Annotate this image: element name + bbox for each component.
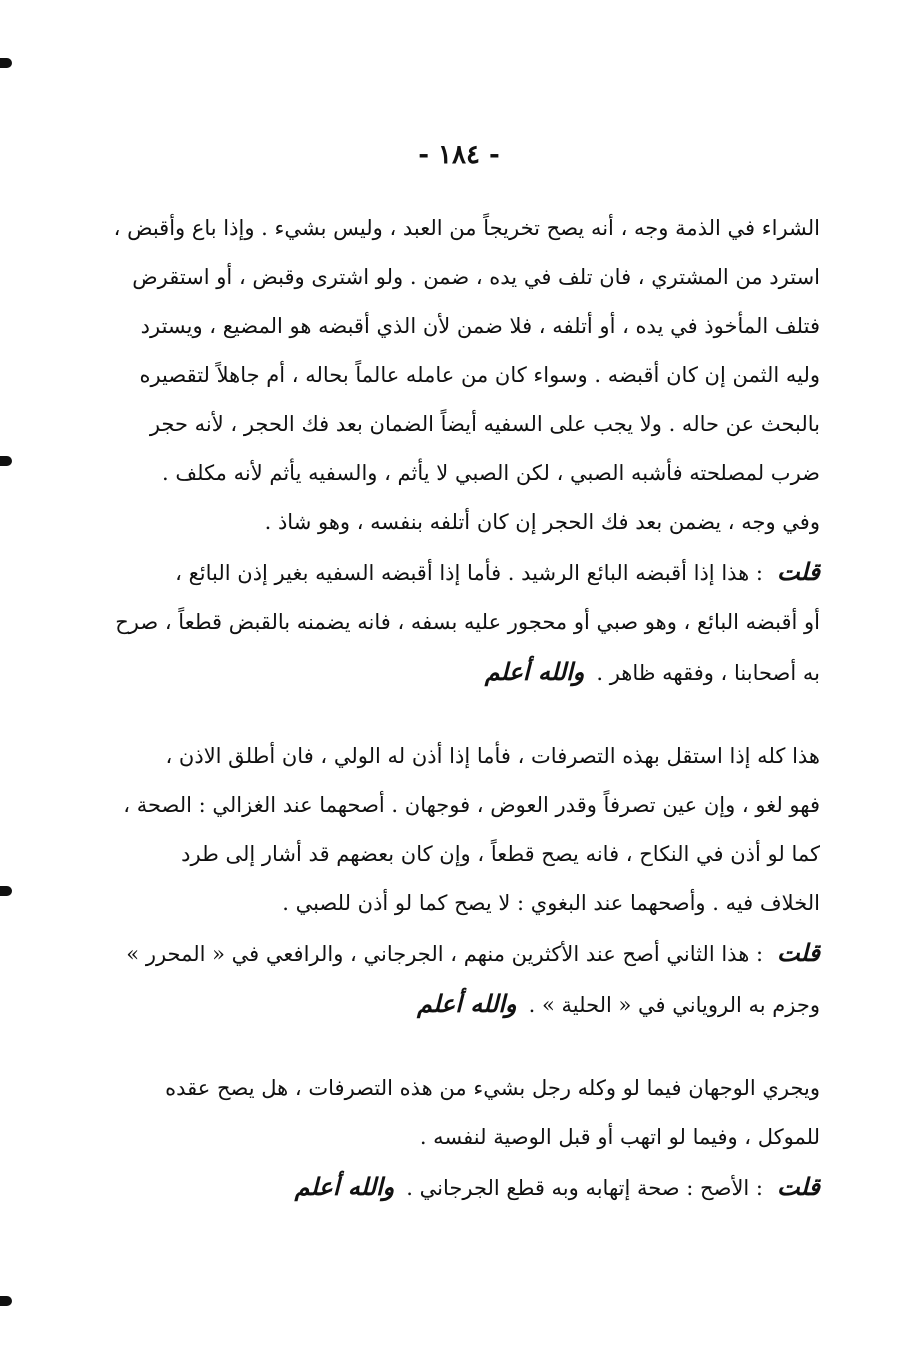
text-line (100, 1162, 820, 1213)
text-line (100, 598, 820, 647)
text-line (100, 781, 820, 830)
line-text: : الأصح : صحة إتهابه وبه قطع الجرجاني . (406, 1176, 764, 1200)
binding-mark-1 (0, 58, 12, 68)
text-line (100, 879, 820, 928)
line-text: ضرب لمصلحته فأشبه الصبي ، لكن الصبي لا يأثم ، والسفيه يأثم لأنه مكلف . (162, 461, 820, 485)
text-line (100, 449, 820, 498)
binding-mark-4 (0, 1296, 12, 1306)
qult-label: قلت (777, 557, 820, 586)
line-text: أو أقبضه البائع ، وهو صبي أو محجور عليه بسفه ، فانه يضمنه بالقبض قطعاً ، صرح (115, 610, 820, 634)
line-text: به أصحابنا ، وفقهه ظاهر . (596, 661, 820, 685)
binding-mark-2 (0, 456, 12, 466)
line-text: : هذا إذا أقبضه البائع الرشيد . فأما إذا أقبضه السفيه بغير إذن البائع ، (175, 561, 764, 585)
text-line (100, 547, 820, 598)
line-text: : هذا الثاني أصح عند الأكثرين منهم ، الجرجاني ، والرافعي في « المحرر » (126, 942, 764, 966)
text-line (100, 979, 820, 1030)
text-line (100, 498, 820, 547)
text-line (100, 732, 820, 781)
line-text: فهو لغو ، وإن عين تصرفاً وقدر العوض ، فوجهان . أصحهما عند الغزالي : الصحة ، (123, 793, 820, 817)
qult-block (100, 1162, 820, 1213)
qult-label: قلت (777, 938, 820, 967)
text-line (100, 830, 820, 879)
text-line (100, 400, 820, 449)
line-text: ويجري الوجهان فيما لو وكله رجل بشيء من هذه التصرفات ، هل يصح عقده (165, 1076, 820, 1100)
closing-formula: والله أعلم (484, 657, 585, 686)
line-text: هذا كله إذا استقل بهذه التصرفات ، فأما إذا أذن له الولي ، فان أطلق الاذن ، (165, 744, 820, 768)
qult-block (100, 547, 820, 698)
page-body (100, 204, 820, 1213)
page-number: - ١٨٤ - (418, 140, 500, 170)
text-line (100, 204, 820, 253)
line-text: الشراء في الذمة وجه ، أنه يصح تخريجاً من العبد ، وليس بشيء . وإذا باع وأقبض ، (113, 216, 820, 240)
text-line (100, 1113, 820, 1162)
binding-mark-3 (0, 886, 12, 896)
line-text: بالبحث عن حاله . ولا يجب على السفيه أيضاً الضمان بعد فك الحجر ، لأنه حجر (149, 412, 820, 436)
paragraph (100, 1064, 820, 1162)
line-text: وفي وجه ، يضمن بعد فك الحجر إن كان أتلفه بنفسه ، وهو شاذ . (264, 510, 820, 534)
text-line (100, 253, 820, 302)
qult-block (100, 928, 820, 1030)
qult-label: قلت (777, 1172, 820, 1201)
line-text: فتلف المأخوذ في يده ، أو أتلفه ، فلا ضمن لأن الذي أقبضه هو المضيع ، ويسترد (140, 314, 820, 338)
text-line (100, 647, 820, 698)
closing-formula: والله أعلم (294, 1172, 395, 1201)
text-line (100, 302, 820, 351)
line-text: استرد من المشتري ، فان تلف في يده ، ضمن . ولو اشترى وقبض ، أو استقرض (132, 265, 820, 289)
paragraph (100, 732, 820, 928)
line-text: وليه الثمن إن كان أقبضه . وسواء كان من عامله عالماً بحاله ، أم جاهلاً لتقصيره (139, 363, 820, 387)
paragraph (100, 204, 820, 547)
line-text: الخلاف فيه . وأصحهما عند البغوي : لا يصح كما لو أذن للصبي . (282, 891, 820, 915)
closing-formula: والله أعلم (416, 989, 517, 1018)
line-text: كما لو أذن في النكاح ، فانه يصح قطعاً ، وإن كان بعضهم قد أشار إلى طرد (181, 842, 820, 866)
text-line (100, 351, 820, 400)
line-text: للموكل ، وفيما لو اتهب أو قبل الوصية لنفسه . (419, 1125, 820, 1149)
line-text: وجزم به الروياني في « الحلية » . (528, 993, 820, 1017)
text-line (100, 928, 820, 979)
text-line (100, 1064, 820, 1113)
